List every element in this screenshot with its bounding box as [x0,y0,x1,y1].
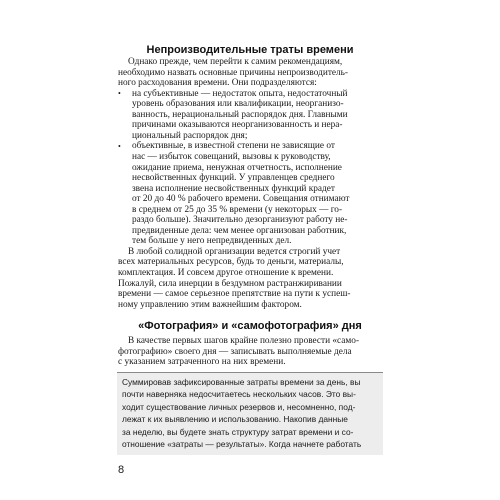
text-line: циональный распорядок дня; [132,130,248,141]
text-line: на субъективные — недостаток опыта, недостаточный [132,88,348,99]
text-line: тем больше у него непредвиденных дел. [132,236,292,247]
text-line: всех материальных ресурсов, будь то деньги, материалы, [118,257,344,268]
bullet-marker: • [118,89,121,99]
text-line: времени — самое серьезное препятствие на пути к успеш- [118,289,351,300]
text-line: ному управлению этим важнейшим фактором. [118,299,302,310]
text-line: причинами оказываются неорганизованность и нера- [132,120,343,131]
text-line: в среднем от 25 до 35 % времени (у некоторых — го- [132,204,343,215]
text-line: нас — избыток совещаний, вызовы к руководству, [132,151,331,162]
bullet-marker: • [118,141,121,151]
text-line: ного расходования времени. Они подразделяются: [118,78,317,89]
text-line: необходимо назвать основные причины непроизводитель- [118,67,349,78]
sidebar-text-line: почти наверняка недосчитаетесь нескольких часов. Это вы- [122,389,356,400]
text-line: уровень образования или квалификации, неорганизо- [132,99,344,110]
text-line: несвойственных функций. У управленцев среднего [132,173,335,184]
text-line: звена исполнение несвойственных функций крадет [132,183,335,194]
page-number: 8 [118,464,125,476]
text-line: комплектация. И совсем другое отношение к времени. [118,268,334,278]
text-line: объективные, в известной степени не зависящие от [132,141,335,152]
sidebar-text-line: ходит существование личных резервов и, несомненно, под- [122,401,356,412]
text-line: ожидание приема, ненужная отчетность, исполнение [132,162,342,173]
sidebar-text-line: отношение «затраты — результаты». Когда начнете работать [122,439,362,449]
section-heading-photo-of-day: «Фотография» и «самофотография» дня [138,320,362,332]
sidebar-text-line: лежат к их выявлению и использованию. Накопив данные [122,414,348,425]
text-line: ванность, нерациональный распорядок дня. Главными [132,109,348,120]
text-line: с указанием затраченного на них времени. [118,357,286,368]
sidebar-text-line: Суммировав зафиксированные затраты времени за день, вы [122,377,361,387]
text-line: от 20 до 40 % рабочего времени. Совещания отнимают [132,194,350,205]
text-line: Однако прежде, чем перейти к самим рекомендациям, [128,57,343,67]
text-line: В любой солидной организации ведется строгий учет [128,246,341,257]
text-line: Пожалуй, сила инерции в бездумном растранжиривании [118,278,342,289]
text-line: фотографию» своего дня — записывать выполняемые дела [118,346,352,357]
section-heading-time-waste: Непроизводительные траты времени [146,44,354,56]
text-line: В качестве первых шагов крайне полезно провести «само- [128,336,360,346]
text-line: предвиденные дела: чем менее организован работник, [132,225,347,236]
text-line: раздо больше). Значительно дезорганизуют работу не- [132,215,348,226]
sidebar-text-line: за неделю, вы будете знать структуру затрат времени и со- [122,426,354,437]
